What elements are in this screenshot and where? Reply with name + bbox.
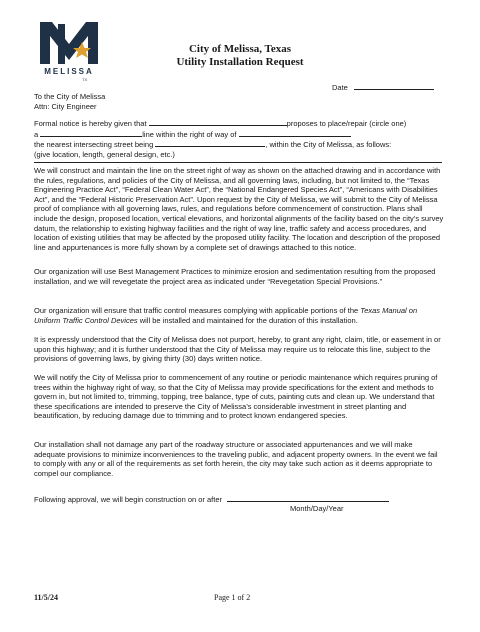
paragraph-relocation: It is expressly understood that the City of Melissa does not purport, hereby, to grant any right, claim, title, or easement in or upon this highway; and it is further understood that the City of Melissa may require us to relocate this line, subject to the provisions of governing laws, by giving thirty (30) days written notice. [34, 335, 441, 364]
paragraph-maintenance: We will notify the City of Melissa prior to commencement of any routine or periodic maintenance which requires pruning of trees within the highway right of way, so that the City of Melissa may provide specifications for the extent and methods to govern in, but not limited to, trimming, topping, tree balance, type of cuts, painting cuts and clean up. We understand that these specifications are intended to preserve the City of Melissa’s considerable investment in street planting and beautification, by reducing damage due to trimming and to protect known endangered species. [34, 373, 438, 421]
approval-caption: Month/Day/Year [290, 504, 344, 513]
date-field[interactable] [354, 82, 434, 90]
address-line-1: To the City of Melissa [34, 92, 106, 101]
paragraph-traffic: Our organization will ensure that traffic control measures complying with applicable portions of the Texas Manual on Uniform Traffic Control Devices will be installed and maintained for the duration of this installation. [34, 306, 418, 325]
logo-wordmark: MELISSA [44, 67, 94, 76]
footer-date: 11/5/24 [34, 593, 59, 602]
footer-page-number: Page 1 of 2 [214, 593, 251, 602]
notice-line-4: (give location, length, general design, etc.) [34, 149, 175, 159]
paragraph-damage: Our installation shall not damage any part of the roadway structure or associated appurtenances and we will make adequate provisions to minimize inconveniences to the traveling public, and adjacent property owners. In the event we fail to comply with any or all of the requirements as set forth herein, the city may take such action as it deems appropriate to compel our compliance. [34, 440, 438, 478]
approval-label: Following approval, we will begin construction on or after [34, 495, 223, 504]
date-label: Date [332, 83, 348, 92]
notice-line-3: the nearest intersecting street being , within the City of Melissa, as follows: [34, 140, 392, 150]
city-logo [34, 14, 104, 82]
company-field[interactable] [149, 118, 287, 126]
description-field[interactable] [34, 162, 442, 163]
notice-line-2: a line within the right of way of [34, 129, 454, 140]
city-logo-mark [34, 14, 104, 68]
right-of-way-field[interactable] [239, 129, 351, 137]
approval-row [34, 494, 454, 505]
page-subtitle: Utility Installation Request [176, 56, 304, 68]
address-line-2: Attn: City Engineer [34, 101, 97, 111]
notice-line-1: Formal notice is hereby given that proposes to place/repair (circle one) [34, 119, 407, 128]
start-date-field[interactable] [227, 494, 389, 502]
page-title: City of Melissa, Texas [188, 43, 292, 55]
paragraph-erosion: Our organization will use Best Management Practices to minimize erosion and sedimentation resulting from the proposed installation, and we will revegetate the project area as indicated under “Revegetation Special Provisions.” [34, 267, 436, 286]
paragraph-compliance: We will construct and maintain the line on the street right of way as shown on the attached drawing and in accordance with the rules, regulations, and policies of the City of Melissa, and all governing laws, including, but not limited to, the “Texas Engineering Practice Act”, “Federal Clean Water Act”, the “National Endangered Species Act”, “Americans with Disabilities Act”, and the “Federal Historic Preservation Act”. Upon request by the City of Melissa, we will submit to the City of Melissa proof of compliance with all governing laws, rules, and regulations before commencement of construction. Plans shall include the design, proposed location, vertical elevations, and horizontal alignments of the facility based on the city’s survey datum, the relationship to existing highway facilities and the right of way line, traffic safety and access procedures, and location of existing utilities that may be affected by the proposed utility facility. The location and description of the proposed line and appurtenances is more fully shown by a complete set of drawings attached to this notice. [34, 166, 444, 252]
line-type-field[interactable] [40, 129, 142, 137]
addressee [34, 92, 105, 111]
date-row [332, 82, 434, 93]
intersecting-street-field[interactable] [155, 139, 265, 147]
logo-sub: TX [82, 77, 88, 82]
formal-notice [34, 118, 454, 159]
